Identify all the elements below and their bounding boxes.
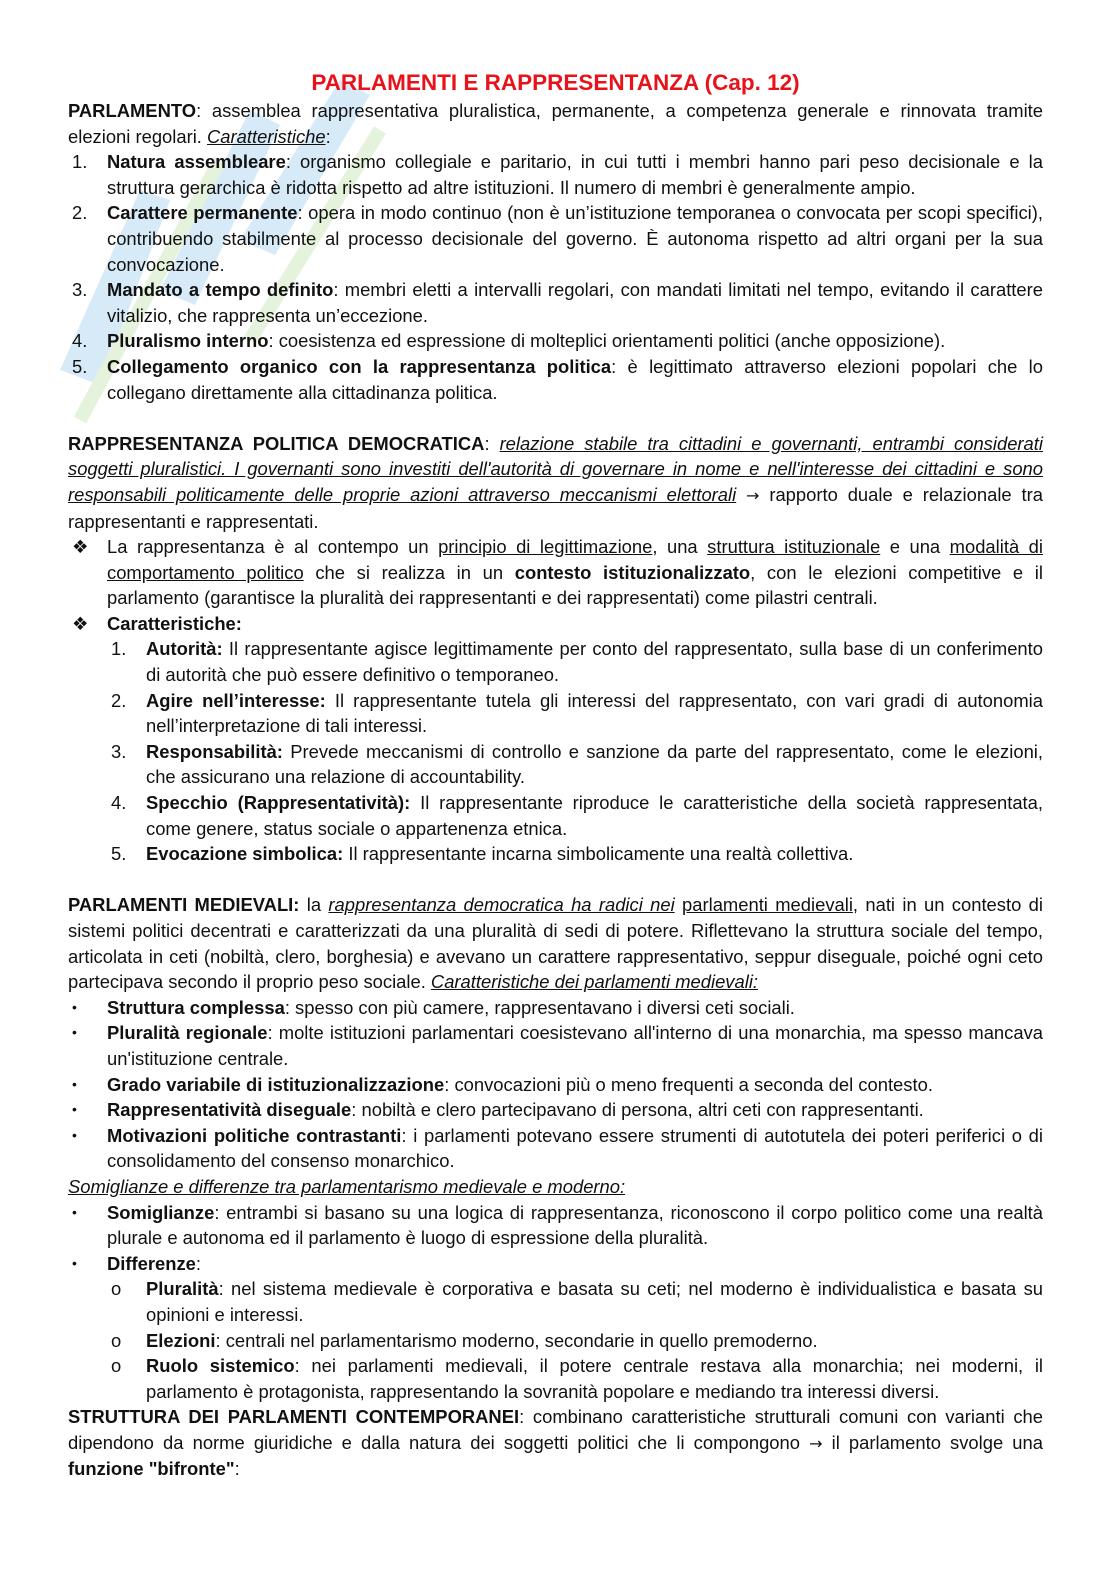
list-item: 4. Pluralismo interno: coesistenza ed espressione di molteplici orientamenti politici (anche opposizione). (72, 330, 946, 352)
struttura-definition: STRUTTURA DEI PARLAMENTI CONTEMPORANEI: combinano caratteristiche strutturali comuni con varianti che dipendono da norme giuridiche e dalla natura dei soggetti politici che li compongono → il parlamento svolge una funzione "bifronte": (68, 1406, 1043, 1480)
list-item: • Somiglianze: entrambi si basano su una logica di rappresentanza, riconoscono il corpo politico come una realtà plurale e autonoma ed il parlamento è luogo di espressione della pluralità. (72, 1201, 1043, 1249)
list-item: 2. Agire nell’interesse: Il rappresentante tutela gli interessi del rappresentato, con vari gradi di autonomia nell’interpretazione di tali interessi. (111, 689, 1043, 737)
list-item: 3. Mandato a tempo definito: membri eletti a intervalli regolari, con mandati limitati nel tempo, evitando il carattere vitalizio, che rappresenta un’eccezione. (72, 279, 1043, 326)
list-item: • Rappresentatività diseguale: nobiltà e clero partecipavano di persona, altri ceti con rappresentanti. (68, 1097, 1043, 1123)
list-item: o Ruolo sistemico: nei parlamenti medievali, il potere centrale restava alla monarchia; nei moderni, il parlamento è protagonista, rappresentando la sovranità popolare e mediando tra interessi diversi. (111, 1355, 1044, 1402)
list-item: 5. Collegamento organico con la rappresentanza politica: è legittimato attraverso elezioni popolari che lo collegano direttamente alla cittadinanza politica. (72, 355, 1043, 403)
bullet-icon: • (72, 1254, 77, 1271)
document-page (68, 68, 1043, 1482)
medievali-definition: PARLAMENTI MEDIEVALI: la rappresentanza democratica ha radici nei parlamenti medievali, nati in un contesto di sistemi politici decentrati e caratterizzati da una pluralità di sedi di potere. Riflettevano la struttura sociale del tempo, articolata in ceti (nobiltà, clero, borghesia) e avevano un carattere rappresentativo, seppur diseguale, poiché ogni ceto partecipava secondo il proprio peso sociale. Caratteristiche dei parlamenti medievali: (68, 894, 1043, 993)
bullet-icon: • (72, 1024, 77, 1041)
parlamento-definition: PARLAMENTO: assemblea rappresentativa pluralistica, permanente, a competenza generale e rinnovata tramite elezioni regolari. Caratteristiche: (68, 100, 1043, 147)
list-item: • Pluralità regionale: molte istituzioni parlamentari coesistevano all'interno di una monarchia, ma spesso mancava un'istituzione centrale. (72, 1022, 1043, 1069)
list-item: 3. Responsabilità: Prevede meccanismi di controllo e sanzione da parte del rappresentato, come le elezioni, che assicurano una relazione di accountability. (111, 740, 1043, 788)
bullet-icon: • (72, 1075, 77, 1092)
list-item: • Grado variabile di istituzionalizzazione: convocazioni più o meno frequenti a seconda del contesto. (68, 1072, 1043, 1098)
list-item: • Struttura complessa: spesso con più camere, rappresentavano i diversi ceti sociali. (68, 995, 1043, 1021)
list-item: o Elezioni: centrali nel parlamentarismo moderno, secondarie in quello premoderno. (68, 1328, 1043, 1354)
medievali-list (68, 995, 1043, 1174)
list-item: • Motivazioni politiche contrastanti: i parlamenti potevano essere strumenti di autotutela dei poteri periferici o di consolidamento del consenso monarchico. (72, 1124, 1043, 1172)
list-item: 2. Carattere permanente: opera in modo continuo (non è un’istituzione temporanea o convocata per scopi specifici), contribuendo stabilmente al processo decisionale del governo. È autonoma rispetto ad altri organi per la sua convocazione. (72, 202, 1043, 275)
diamond-bullet-icon: ❖ (72, 536, 89, 558)
list-item: 5. Evocazione simbolica: Il rappresentante incarna simbolicamente una realtà collettiva. (111, 843, 854, 865)
bullet-icon: • (72, 998, 77, 1015)
list-item: 1. Natura assembleare: organismo collegiale e paritario, in cui tutti i membri hanno pari peso decisionale e la struttura gerarchica è ridotta rispetto ad altre istituzioni. Il numero di membri è generalmente ampio. (72, 151, 1043, 198)
bullet-icon: • (72, 1203, 77, 1220)
circle-bullet-icon: o (111, 1355, 122, 1377)
arrow-icon: → (736, 485, 770, 505)
rappresentanza-bullets (68, 534, 1043, 636)
caratteristiche-label: Caratteristiche (207, 125, 326, 147)
rappresentanza-definition: RAPPRESENTANZA POLITICA DEMOCRATICA: relazione stabile tra cittadini e governanti, entrambi considerati soggetti pluralistici. I governanti sono investiti dell'autorità di governare in nome e nell'interesse dei cittadini e sono responsabili politicamente delle proprie azioni attraverso meccanismi elettorali → rapporto duale e relazionale tra rappresentanti e rappresentati. (68, 432, 1043, 532)
medievali-term: PARLAMENTI MEDIEVALI: (68, 894, 300, 916)
somiglianze-heading: Somiglianze e differenze tra parlamentarismo medievale e moderno: (68, 1175, 626, 1197)
list-item: • Differenze: (68, 1251, 1043, 1277)
list-item: ❖ Caratteristiche: (68, 611, 1043, 637)
page-title: PARLAMENTI E RAPPRESENTANZA (Cap. 12) (311, 70, 800, 95)
list-item: ❖ La rappresentanza è al contempo un principio di legittimazione, una struttura istituzionale e una modalità di comportamento politico che si realizza in un contesto istituzionalizzato, con le elezioni competitive e il parlamento (garantisce la pluralità dei rappresentanti e dei rappresentati) come pilastri centrali. (72, 536, 1043, 609)
somiglianze-list (68, 1200, 1043, 1405)
struttura-term: STRUTTURA DEI PARLAMENTI CONTEMPORANEI (68, 1406, 520, 1428)
list-item: o Pluralità: nel sistema medievale è corporativa e basata su ceti; nel moderno è individualistica e basata su opinioni e interessi. (111, 1278, 1043, 1325)
rappresentanza-list (68, 636, 1043, 866)
list-item: 1. Autorità: Il rappresentante agisce legittimamente per conto del rappresentato, sulla base di un conferimento di autorità che può essere definitivo o temporaneo. (111, 638, 1043, 686)
circle-bullet-icon: o (111, 1329, 122, 1351)
circle-bullet-icon: o (111, 1278, 122, 1300)
arrow-icon: → (809, 1433, 823, 1453)
rappresentanza-term: RAPPRESENTANZA POLITICA DEMOCRATICA (68, 432, 485, 454)
bullet-icon: • (72, 1126, 77, 1143)
diamond-bullet-icon: ❖ (72, 612, 89, 634)
bullet-icon: • (72, 1101, 77, 1118)
list-item: 4. Specchio (Rappresentatività): Il rappresentante riproduce le caratteristiche della società rappresentata, come genere, status sociale o appartenenza etnica. (111, 792, 1043, 839)
parlamento-list (68, 149, 1043, 405)
parlamento-term: PARLAMENTO (68, 100, 197, 121)
